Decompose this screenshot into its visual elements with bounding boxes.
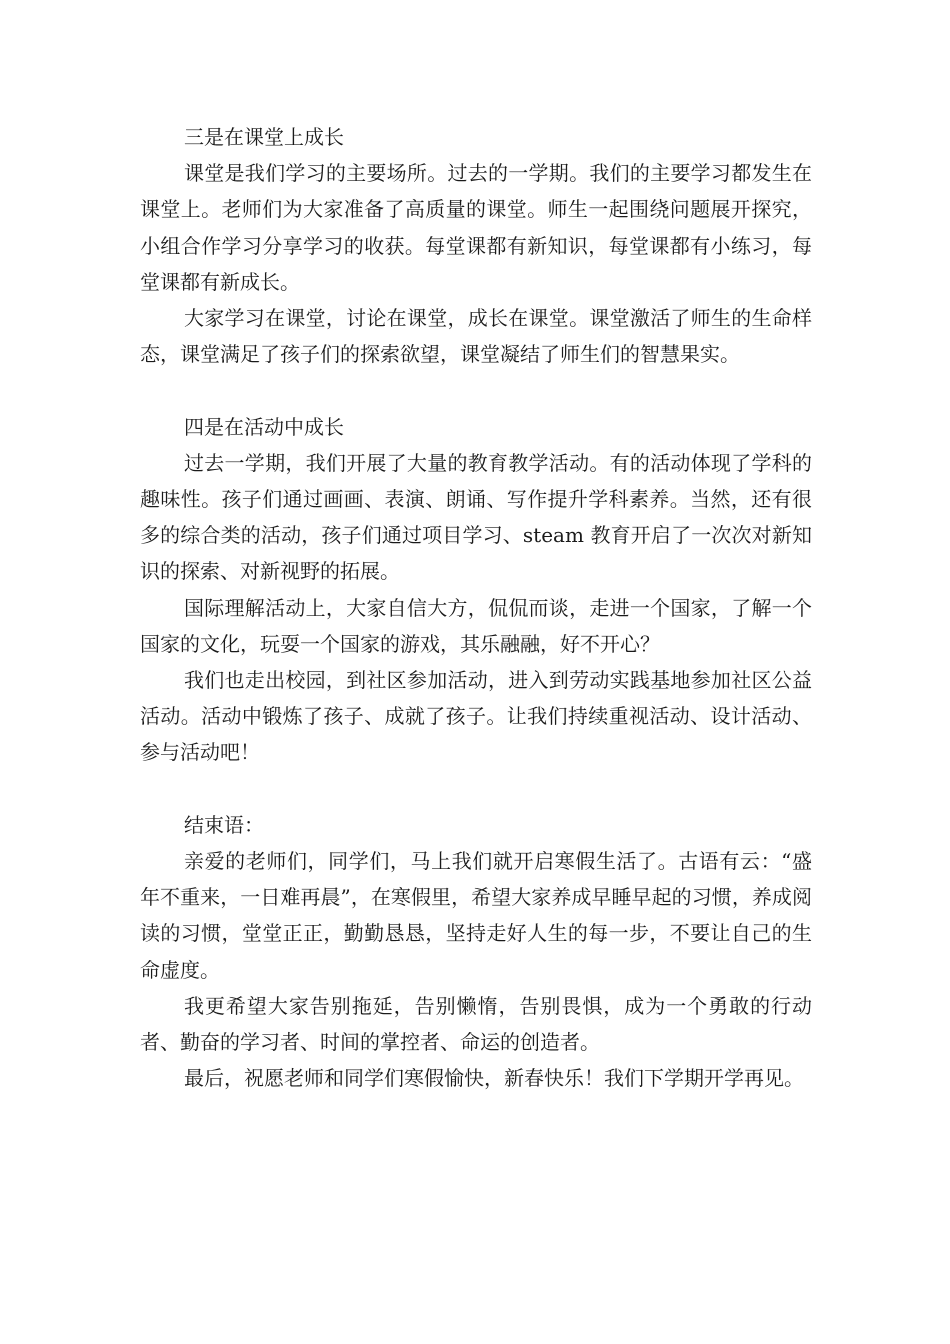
paragraph: 亲爱的老师们，同学们，马上我们就开启寒假生活了。古语有云：“盛年不重来，一日难再晨”，在寒假里，希望大家养成早睡早起的习惯，养成阅读的习惯，堂堂正正，勤勤恳恳，坚持走好人生的每一步，不要让自己的生命虚度。: [140, 849, 812, 982]
paragraph: 最后，祝愿老师和同学们寒假愉快，新春快乐！我们下学期开学再见。: [184, 1066, 804, 1091]
blank-line: [140, 771, 812, 807]
document-page: [140, 119, 812, 1096]
paragraph: 过去一学期，我们开展了大量的教育教学活动。有的活动体现了学科的趣味性。孩子们通过画画、表演、朗诵、写作提升学科素养。当然，还有很多的综合类的活动，孩子们通过项目学习、steam 教育开启了一次次对新知识的探索、对新视野的拓展。: [140, 450, 812, 584]
blank-line: [140, 372, 812, 408]
paragraph: 国际理解活动上，大家自信大方，侃侃而谈，走进一个国家，了解一个国家的文化，玩耍一个国家的游戏，其乐融融，好不开心？: [140, 595, 812, 656]
section-heading: 三是在课堂上成长: [184, 125, 344, 149]
section-heading: 四是在活动中成长: [184, 414, 344, 439]
paragraph: 课堂是我们学习的主要场所。过去的一学期。我们的主要学习都发生在课堂上。老师们为大家准备了高质量的课堂。师生一起围绕问题展开探究，小组合作学习分享学习的收获。每堂课都有新知识，每堂课都有小练习，每堂课都有新成长。: [140, 161, 812, 294]
section-heading: 结束语：: [184, 812, 264, 837]
paragraph: 大家学习在课堂，讨论在课堂，成长在课堂。课堂激活了师生的生命样态，课堂满足了孩子们的探索欲望，课堂凝结了师生们的智慧果实。: [140, 306, 812, 367]
paragraph: 我们也走出校园，到社区参加活动，进入到劳动实践基地参加社区公益活动。活动中锻炼了孩子、成就了孩子。让我们持续重视活动、设计活动、参与活动吧！: [140, 668, 812, 765]
paragraph: 我更希望大家告别拖延，告别懒惰，告别畏惧，成为一个勇敢的行动者、勤奋的学习者、时间的掌控者、命运的创造者。: [140, 993, 812, 1055]
